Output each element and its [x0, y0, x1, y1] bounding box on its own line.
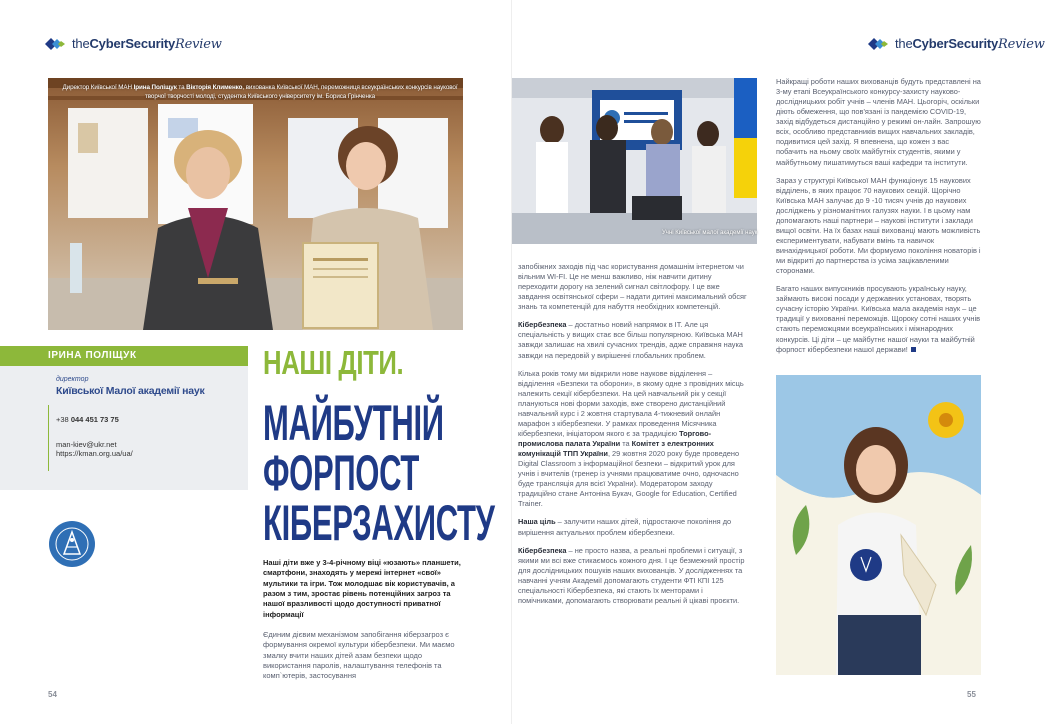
photo-caption-left: Директор Київської МАН Ірина Поліщук та Вікторія Клименко, вихованка Київської МАН, переможниця всеукраїнських конкурсів наукової творчої творчості молоді, студентка Київського університету ім. Бориса Грінченка — [62, 84, 458, 100]
paragraph: запобіжних заходів під час користування домашнім інтернетом чи вільним WI-FI. Це не менш важливо, ніж навчити дитину переходити дорогу на зелений сигнал світлофору. І це вже завдання освітянської сфери – надати дитині максимальний обсяг знань та компетенцій для набуття необхідних компетенцій. — [518, 262, 747, 312]
paragraph: Багато наших випускників просувають українську науку, займають високі посади у державних установах, творять сучасну історію України. Київська мала академія наук – це традиції у вихованні переможців. Щороку сотні наших учнів стають переможцями всеукраїнських і міжнародних конкурсів. Ці діти – це майбутнє нашої науки та майбутній форпост кібербезпеки нашої держави! — [776, 284, 981, 354]
photo-illustration — [48, 78, 463, 330]
page-number-left: 54 — [48, 690, 57, 699]
paragraph: Кібербезпека – достатньо новий напрямок в ІТ. Але ця спеціальність у вищих стає все більш популярною. Київська МАН завжди залишає на хвилі сучасних трендів, адже справжня наука завжди на передовій у вирішенні глобальних проблем. — [518, 320, 743, 360]
cyber-logo-icon — [44, 36, 66, 52]
photo-caption-mid: Учні Київської малої академії наук — [662, 230, 758, 236]
person-info-box — [0, 366, 248, 490]
photo-students-group — [512, 78, 757, 244]
left-page — [0, 0, 512, 724]
person-phone: +38 044 451 73 75 — [56, 415, 119, 424]
end-mark-icon — [911, 347, 916, 352]
headline-line-2: ФОРПОСТ — [263, 445, 420, 501]
body-paragraph-left: Єдиним дієвим механізмом запобігання кіберзагроз є формування окремої культури кібербезпеки. Ми маємо змалку вчити наших дітей азам безпеки щодо використання паролів, налаштування телефонів та комп`ютерів, застосування — [263, 630, 455, 681]
lead-paragraph: Наші діти вже у 3-4-річному віці «юзають» планшети, смартфони, знаходять у мережі інтернет «свої» мультики та ігри. Тож молодшає вік користувачів, а разом з тим, зростає рівень потенційних загроз та нашої вразливості щодо доступності приватної інформації — [263, 558, 461, 619]
brand-name: theCyberSecurityReview — [72, 36, 222, 52]
photo-student-girl — [776, 375, 981, 675]
academy-seal-icon — [48, 520, 96, 568]
masthead-right — [867, 36, 1045, 52]
paragraph: Наша ціль – залучити наших дітей, підростаюче покоління до вирішення актуальних проблем кібербезпеки. — [518, 517, 732, 537]
person-email[interactable]: man-kiev@ukr.net — [56, 440, 117, 449]
headline — [263, 395, 495, 551]
headline-line-3: КІБЕРЗАХИСТУ — [263, 495, 495, 551]
cyber-logo-icon — [867, 36, 889, 52]
person-role: директор — [56, 376, 89, 383]
person-name-bar — [0, 346, 248, 366]
paragraph: Кілька років тому ми відкрили нове наукове відділення – відділення «Безпеки та оборони», в якому одне з провідних місць належить секції кібербезпеки. На цей навчальний рік у секції плануються нові форми заходів, вже створено дистанційний навчальний курс і 2 жовтня стартувала 4-тижневий онлайн марафон з кібербезпеки. У рамках проведення Місячника кібербезпеки, ініціатором якого є за традицією Торгово-промислова палата України та Комітет з електронних комунікацій ТПП України, 29 жовтня 2020 року буде проведено Digital Classroom з інформаційної безпеки – відкритий урок для учнів і вчителів (тренер із учнями працюватиме очно, одночасно буде трансляція для всієї України). Модератором заходу традиційно стане Антоніна Букач, Google for Education, Certified Trainer. — [518, 368, 744, 509]
contacts-divider — [48, 405, 49, 471]
headline-kicker: НАШІ ДІТИ. — [263, 344, 404, 381]
article-column-right — [776, 77, 981, 363]
paragraph: Найкращі роботи наших вихованців будуть представлені на 3-му етапі Всеукраїнського конкурсу-захисту науково-дослідницьких робіт учнів – членів МАН. Цьогоріч, оскільки діють обмеження, що пов'язані із пандемією COVID-19, захід відбудеться дистанційно у режимі он-лайн. Запрошую всіх, особливо представників вищих навчальних закладів, подивитися цей захід. Я впевнена, що кожен з вас побачить на ньому своїх майбутніх студентів, якими у майбутньому пишатимуться ваші кафедри та інститути. — [776, 77, 981, 167]
photo-illustration — [776, 375, 981, 675]
person-org: Київської Малої академії наук — [56, 385, 205, 397]
person-website-link[interactable]: https://kman.org.ua/ua/ — [56, 449, 133, 458]
page-number-right: 55 — [967, 690, 976, 699]
brand-name: theCyberSecurityReview — [895, 36, 1045, 52]
paragraph: Зараз у структурі Київської МАН функціонує 15 наукових відділень, в яких працює 70 наукових секцій. Щорічно Київська МАН залучає до 9 -10 тисяч учнів до наукових досліджень у різноманітних галузях науки. І в цьому нам допомагають наші партнери – наукові інститути і заклади вищої освіти. На їх базах наші вихованці мають можливість експериментувати, набувати вмінь та навичок винахідницької роботи. Ми формуємо покоління новаторів і ми відкриті до партнерства із усіма зацікавленими сторонами. — [776, 175, 981, 276]
person-name: ІРИНА ПОЛІЩУК — [48, 350, 137, 361]
headline-line-1: МАЙБУТНІЙ — [263, 395, 444, 451]
paragraph: Кібербезпека – не просто назва, а реальні проблеми і ситуації, з якими ми всі вже стикаємось кожного дня. І це безмежний простір для дослідницьких пошуків наших вихованців. У дослідженнях та навчанні учням Академії допомагають студенти ФТІ КПІ 125 спеціальності Кібербезпека, які стають їх менторами і помічниками, допомагають створювати реальні й цікаві проєкти. — [518, 545, 745, 605]
article-column-middle — [518, 262, 750, 614]
photo-director-and-student — [48, 78, 463, 330]
masthead-left — [44, 36, 222, 52]
photo-illustration — [512, 78, 757, 244]
